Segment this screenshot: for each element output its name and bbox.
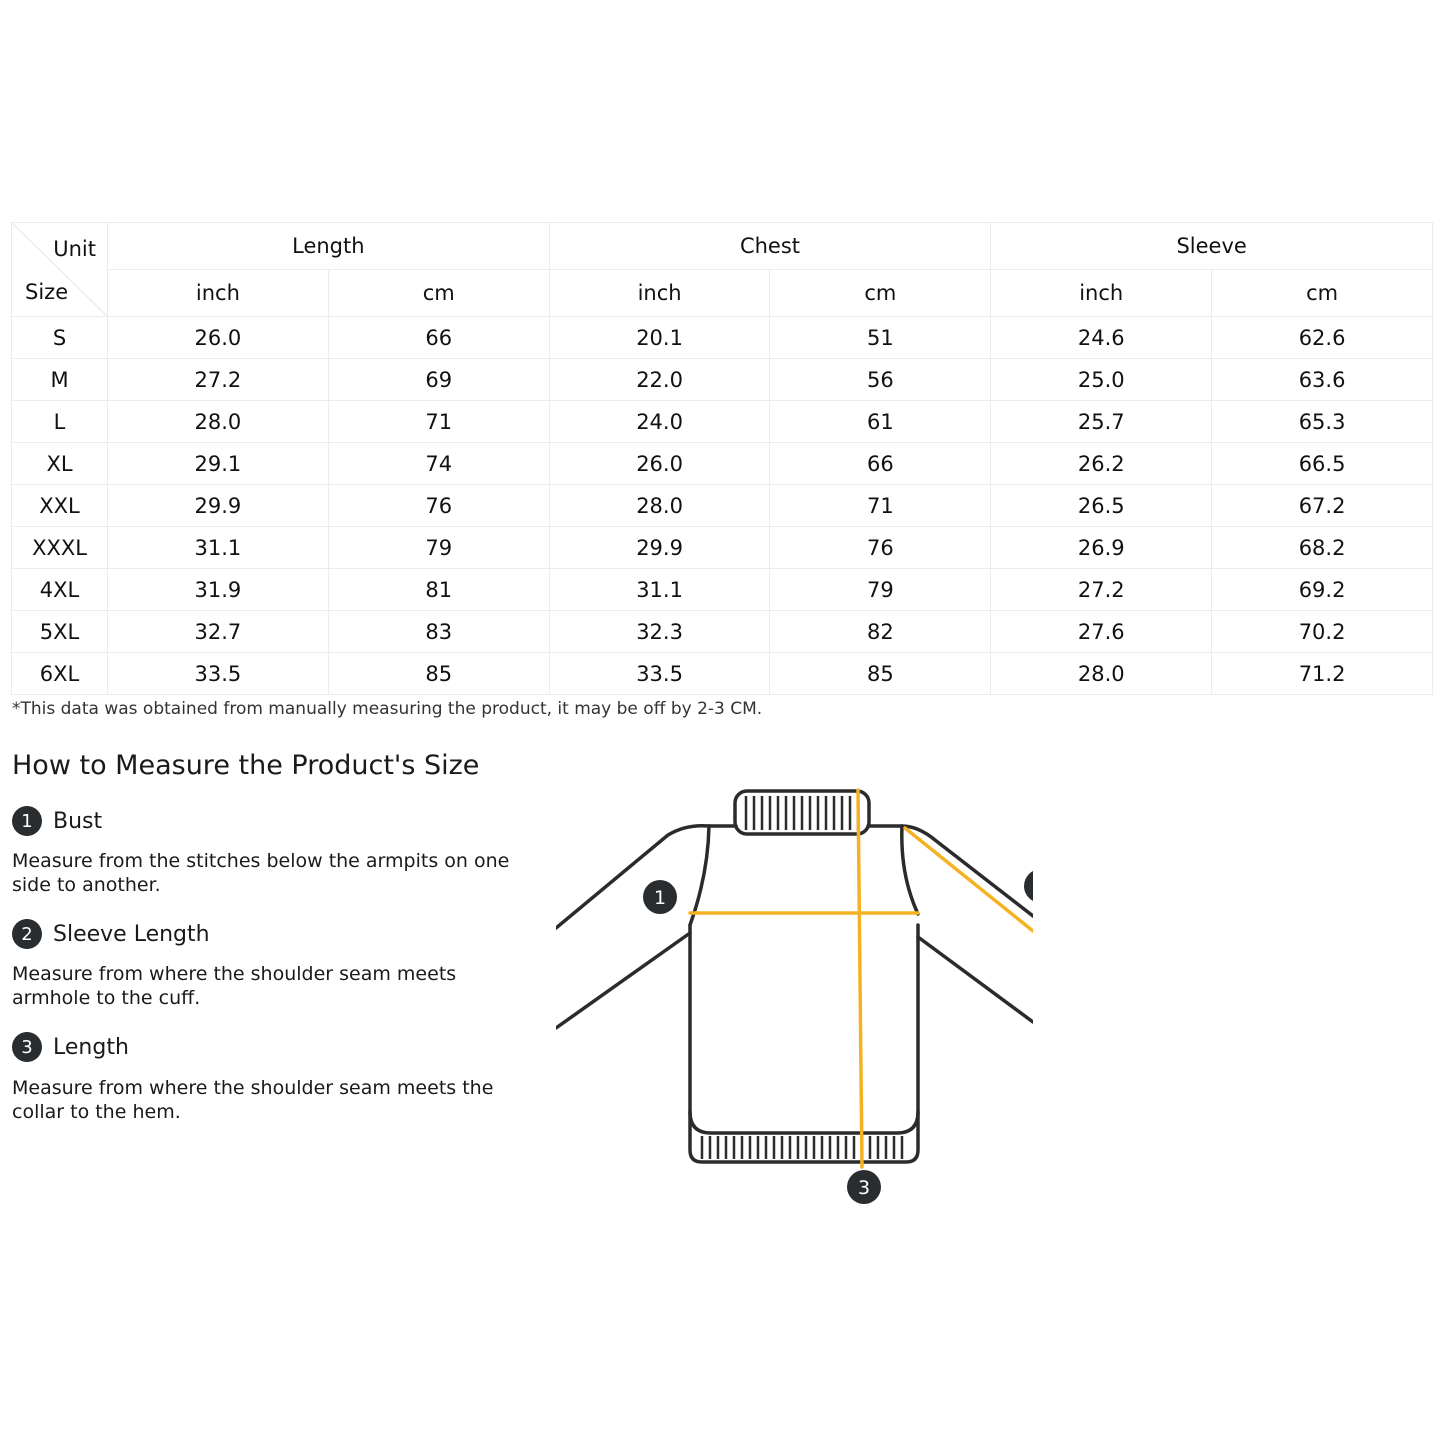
unit-header-cell: inch — [991, 270, 1212, 317]
sleeve-measure-line — [905, 828, 1033, 931]
table-row — [12, 485, 1433, 527]
table-body — [12, 317, 1433, 695]
right-sleeve-inner-outline — [918, 937, 1033, 1022]
measurement-cell: 26.0 — [108, 317, 329, 359]
measurement-cell: 27.2 — [991, 569, 1212, 611]
length-measure-line — [858, 790, 862, 1167]
unit-header-cell: cm — [328, 270, 549, 317]
measurement-cell: 24.6 — [991, 317, 1212, 359]
hem-ribbing — [690, 1112, 918, 1162]
header-sleeve: Sleeve — [991, 223, 1433, 270]
measurement-cell: 67.2 — [1212, 485, 1433, 527]
size-label-cell: XXL — [12, 485, 108, 527]
step-sleeve-label: Sleeve Length — [53, 921, 210, 947]
table-row — [12, 317, 1433, 359]
measurement-cell: 28.0 — [549, 485, 770, 527]
table-row — [12, 359, 1433, 401]
measurement-cell: 76 — [328, 485, 549, 527]
measurement-cell: 66 — [770, 443, 991, 485]
size-chart-table — [11, 222, 1433, 695]
measurement-cell: 29.9 — [108, 485, 329, 527]
number-badge-icon: 1 — [12, 806, 42, 836]
measurement-cell: 26.5 — [991, 485, 1212, 527]
measurement-cell: 71 — [328, 401, 549, 443]
measurement-cell: 61 — [770, 401, 991, 443]
step-length-label: Length — [53, 1034, 129, 1060]
measurement-cell: 25.0 — [991, 359, 1212, 401]
table-row — [12, 443, 1433, 485]
measurement-cell: 62.6 — [1212, 317, 1433, 359]
unit-header-cell: inch — [108, 270, 329, 317]
right-armhole-outline — [902, 826, 918, 914]
measurement-cell: 31.1 — [549, 569, 770, 611]
step-bust-description: Measure from the stitches below the armpits on one side to another. — [12, 850, 510, 896]
measurement-cell: 56 — [770, 359, 991, 401]
measurement-cell: 20.1 — [549, 317, 770, 359]
measurement-cell: 69.2 — [1212, 569, 1433, 611]
size-label-cell: S — [12, 317, 108, 359]
step-sleeve-heading — [12, 919, 210, 949]
measurement-cell: 68.2 — [1212, 527, 1433, 569]
measurement-cell: 79 — [770, 569, 991, 611]
measurement-cell: 33.5 — [108, 653, 329, 695]
table-row — [12, 611, 1433, 653]
number-badge-icon: 3 — [12, 1032, 42, 1062]
measurement-cell: 29.1 — [108, 443, 329, 485]
measurement-cell: 28.0 — [108, 401, 329, 443]
left-armhole-outline — [690, 826, 709, 925]
svg-text:1: 1 — [653, 887, 667, 909]
badge-3-icon — [847, 1170, 881, 1204]
measurement-cell: 83 — [328, 611, 549, 653]
measurement-cell: 66.5 — [1212, 443, 1433, 485]
corner-size-label: Size — [25, 280, 69, 304]
measurement-cell: 79 — [328, 527, 549, 569]
step-bust-heading — [12, 806, 102, 836]
table-row — [12, 569, 1433, 611]
step-sleeve-description: Measure from where the shoulder seam meets armhole to the cuff. — [12, 963, 457, 1009]
size-label-cell: 5XL — [12, 611, 108, 653]
unit-header-cell: inch — [549, 270, 770, 317]
measurement-cell: 31.9 — [108, 569, 329, 611]
measurement-cell: 27.6 — [991, 611, 1212, 653]
howto-title: How to Measure the Product's Size — [12, 750, 480, 781]
header-length: Length — [108, 223, 550, 270]
measurement-cell: 63.6 — [1212, 359, 1433, 401]
measurement-cell: 27.2 — [108, 359, 329, 401]
measurement-note: *This data was obtained from manually measuring the product, it may be off by 2-3 CM. — [12, 699, 763, 719]
measurement-cell: 69 — [328, 359, 549, 401]
size-label-cell: XXXL — [12, 527, 108, 569]
corner-unit-label: Unit — [53, 237, 96, 261]
unit-header-cell: cm — [1212, 270, 1433, 317]
measurement-cell: 28.0 — [991, 653, 1212, 695]
left-sleeve-inner-outline — [556, 933, 690, 1028]
measurement-cell: 32.3 — [549, 611, 770, 653]
measurement-cell: 85 — [328, 653, 549, 695]
size-label-cell: L — [12, 401, 108, 443]
measurement-cell: 26.0 — [549, 443, 770, 485]
measurement-cell: 32.7 — [108, 611, 329, 653]
left-sleeve-outline — [556, 826, 709, 928]
measurement-cell: 51 — [770, 317, 991, 359]
size-label-cell: 6XL — [12, 653, 108, 695]
measurement-cell: 71.2 — [1212, 653, 1433, 695]
table-corner-cell — [12, 223, 108, 317]
number-badge-icon: 2 — [12, 919, 42, 949]
measurement-cell: 25.7 — [991, 401, 1212, 443]
step-length-description: Measure from where the shoulder seam meets the collar to the hem. — [12, 1077, 494, 1123]
measurement-cell: 24.0 — [549, 401, 770, 443]
measurement-cell: 70.2 — [1212, 611, 1433, 653]
measurement-cell: 66 — [328, 317, 549, 359]
measurement-cell: 82 — [770, 611, 991, 653]
size-label-cell: XL — [12, 443, 108, 485]
measurement-cell: 26.9 — [991, 527, 1212, 569]
measurement-cell: 33.5 — [549, 653, 770, 695]
table-row — [12, 401, 1433, 443]
ribbing-stripes — [702, 796, 902, 1159]
badge-1-icon — [643, 880, 677, 914]
table-row — [12, 527, 1433, 569]
measurement-cell: 31.1 — [108, 527, 329, 569]
unit-header-cell: cm — [770, 270, 991, 317]
measurement-cell: 71 — [770, 485, 991, 527]
sweater-icon — [556, 780, 1033, 1210]
measurement-cell: 26.2 — [991, 443, 1212, 485]
measurement-cell: 85 — [770, 653, 991, 695]
measurement-cell: 81 — [328, 569, 549, 611]
table-row — [12, 653, 1433, 695]
svg-text:3: 3 — [857, 1177, 871, 1199]
sweater-body-outline — [690, 925, 918, 1133]
header-chest: Chest — [549, 223, 991, 270]
measurement-cell: 76 — [770, 527, 991, 569]
step-length-heading — [12, 1032, 129, 1062]
measurement-cell: 74 — [328, 443, 549, 485]
step-bust-label: Bust — [53, 808, 103, 834]
badge-2-icon — [1024, 869, 1033, 903]
measurement-cell: 22.0 — [549, 359, 770, 401]
size-label-cell: M — [12, 359, 108, 401]
size-label-cell: 4XL — [12, 569, 108, 611]
measurement-cell: 65.3 — [1212, 401, 1433, 443]
measurement-cell: 29.9 — [549, 527, 770, 569]
